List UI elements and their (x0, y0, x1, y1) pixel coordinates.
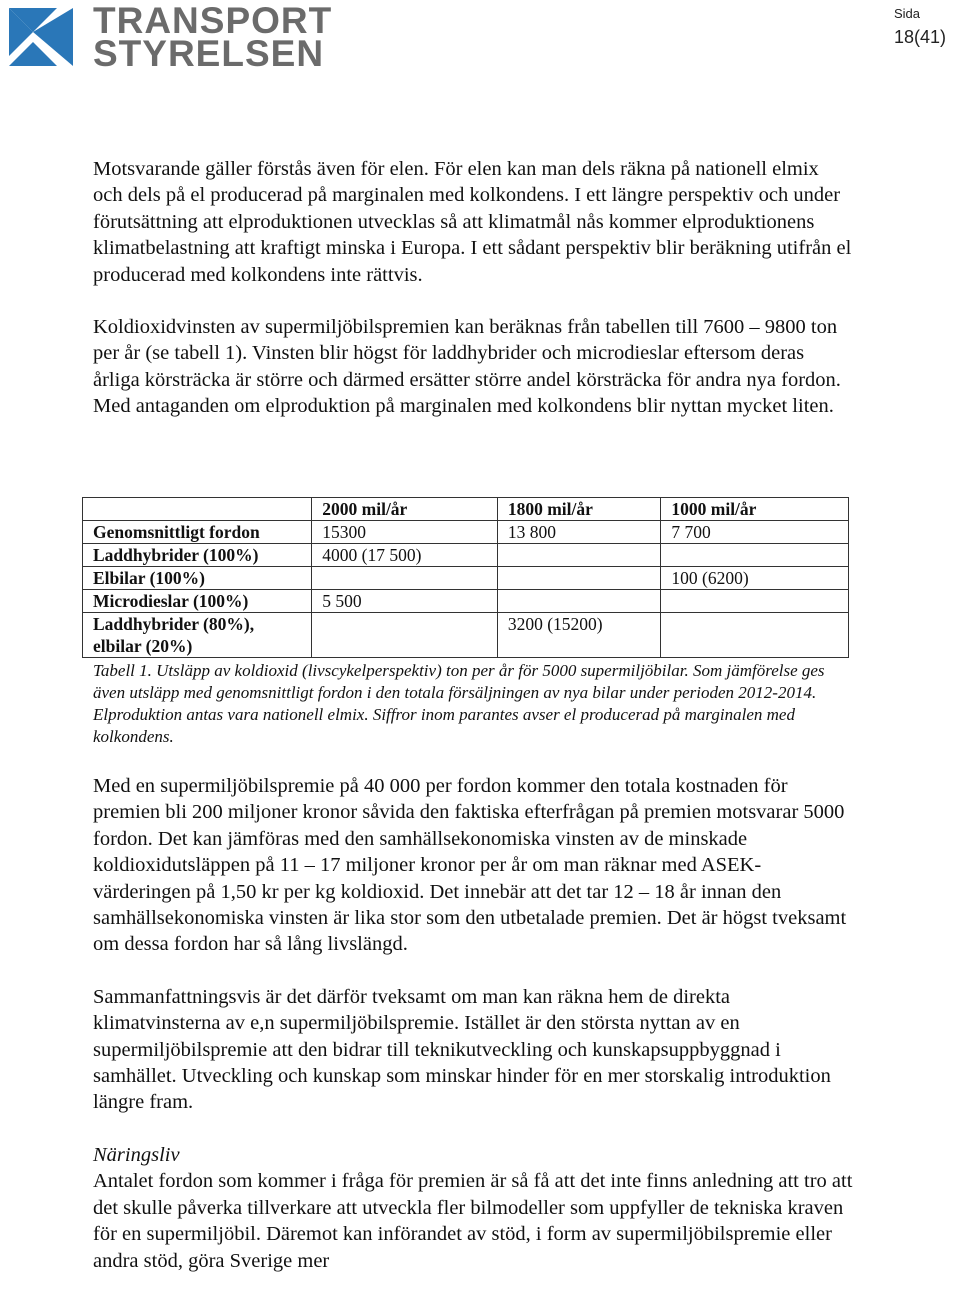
table-row-header: Genomsnittligt fordon (83, 521, 312, 544)
table-cell: 15300 (312, 521, 498, 544)
table-header-cell: 1000 mil/år (661, 498, 849, 521)
table-header-cell: 1800 mil/år (497, 498, 661, 521)
table-row-header: Laddhybrider (80%), elbilar (20%) (83, 613, 312, 658)
table-row-header: Laddhybrider (100%) (83, 544, 312, 567)
table-cell (497, 544, 661, 567)
lower-text (93, 773, 853, 1274)
page-label: Sida (893, 6, 920, 21)
table-header-cell: 2000 mil/år (312, 498, 498, 521)
table-row (83, 567, 849, 590)
logo-line-1: TRANSPORT (93, 0, 333, 41)
table-header-cell (83, 498, 312, 521)
paragraph-1: Motsvarande gäller förstås även för elen. För elen kan man dels räkna på nationell elmix och dels på el producerad på marginalen med kolkondens. I ett längre perspektiv och under förutsättning att elproduktionen utvecklas så att klimatmål nås kommer elproduktionens klimatbelastning att kraftigt minska i Europa. I ett sådant perspektiv blir beräkning utifrån el producerad med kolkondens inte rättvis. (93, 158, 852, 286)
table-row (83, 613, 849, 658)
table-row (83, 590, 849, 613)
table-cell: 13 800 (497, 521, 661, 544)
table-row (83, 521, 849, 544)
table-cell: 7 700 (661, 521, 849, 544)
page-indicator (894, 6, 946, 48)
table-cell: 100 (6200) (661, 567, 849, 590)
table-header-row (83, 498, 849, 521)
logo-wordmark (93, 0, 333, 74)
paragraph-3: Med en supermiljöbilspremie på 40 000 per fordon kommer den totala kostnaden för premien bli 200 miljoner kronor såvida den faktiska efterfrågan på premien motsvarar 5000 fordon. Det kan jämföras med den samhällsekonomiska vinsten av de minskade koldioxidutsläppen på 11 – 17 miljoner kronor per år om man räknar med ASEK-värderingen på 1,50 kr per kg koldioxid. Det innebär att det tar 12 – 18 år innan den samhällsekonomiska vinsten är lika stor som den utbetalade premien. Det är högst tveksamt om dessa fordon har så lång livslängd. (93, 775, 847, 956)
table-cell (661, 613, 849, 658)
table-cell: 4000 (17 500) (312, 544, 498, 567)
table-cell (661, 544, 849, 567)
paragraph-2: Koldioxidvinsten av supermiljöbilspremien kan beräknas från tabellen till 7600 – 9800 ton per år (se tabell 1). Vinsten blir högst för laddhybrider och microdieslar eftersom deras årliga körsträcka är större och därmed ersätter större andel körsträcka för andra nya fordon. Med antaganden om elproduktion på marginalen med kolkondens blir nyttan mycket liten. (93, 316, 841, 418)
table-cell (661, 590, 849, 613)
upper-text (93, 156, 853, 420)
table-cell: 3200 (15200) (497, 613, 661, 658)
table-row-header: Microdieslar (100%) (83, 590, 312, 613)
table-cell (312, 567, 498, 590)
table-row-header: Elbilar (100%) (83, 567, 312, 590)
section-heading: Näringsliv (93, 1143, 180, 1166)
paragraph-5: Antalet fordon som kommer i fråga för premien är så få att det inte finns anledning att tro att det skulle påverka tillverkare att utveckla fler bilmodeller som uppfyller de tekniska kraven för en supermiljöbil. Däremot kan införandet av stöd, i form av supermiljöbilspremie eller andra stöd, göra Sverige mer (93, 1170, 853, 1272)
table-cell (497, 590, 661, 613)
table-caption: Tabell 1. Utsläpp av koldioxid (livscykelperspektiv) ton per år för 5000 supermiljöbilar. Som jämförelse ges även utsläpp med genomsnittligt fordon i den totala försäljningen av nya bilar under perioden 2012-2014. Elproduktion antas vara nationell elmix. Siffror inom parantes avser el producerad på marginalen med kolkondens. (93, 661, 825, 746)
logo-line-2: STYRELSEN (93, 33, 325, 74)
table-cell (312, 613, 498, 658)
table-cell (497, 567, 661, 590)
table-cell: 5 500 (312, 590, 498, 613)
table-row (83, 544, 849, 567)
paragraph-4: Sammanfattningsvis är det därför tveksamt om man kan räkna hem de direkta klimatvinsterna av e,n supermiljöbilspremie. Istället är den största nyttan av en supermiljöbilspremie att den bidrar till teknikutveckling och kunskapsuppbyggnad i samhället. Utveckling och kunskap som minskar hinder för en mer storskalig introduktion längre fram. (93, 985, 831, 1114)
page-number: 18(41) (893, 27, 946, 47)
emissions-table (82, 497, 849, 658)
